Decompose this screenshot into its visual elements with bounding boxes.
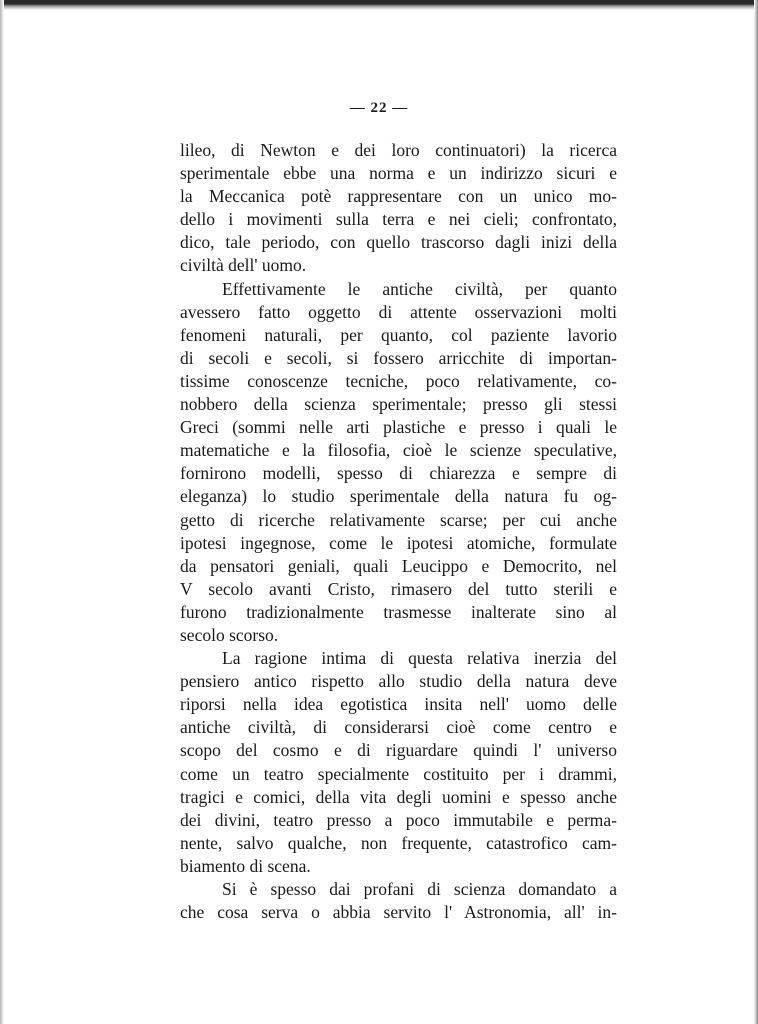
text-line: eleganza) lo studio sperimentale della natura fu og- [180,486,617,507]
text-line: fornirono modelli, spesso di chiarezza e sempre di [180,463,617,484]
text-line: pensiero antico rispetto allo studio della natura deve [180,671,617,692]
text-line: fenomeni naturali, per quanto, col paziente lavorio [180,324,617,345]
text-line: secolo scorso. [180,624,279,645]
text-line: dico, tale periodo, con quello trascorso dagli inizi della [180,232,617,253]
page-number: — 22 — [349,100,409,116]
text-line: scopo del cosmo e di riguardare quindi l' universo [180,740,617,761]
text-line: civiltà dell' uomo. [180,255,307,276]
text-line: biamento di scena. [180,855,311,876]
text-line: come un teatro specialmente costituito per i drammi, [180,763,617,784]
text-line: dello i movimenti sulla terra e nei cieli; confrontato, [180,209,617,230]
text-line: la Meccanica potè rappresentare con un unico mo- [180,186,617,207]
scan-right-edge [754,0,758,1024]
text-line: da pensatori geniali, quali Leucippo e Democrito, nel [180,555,617,576]
text-line: V secolo avanti Cristo, rimasero del tutto sterili e [180,578,617,599]
text-line: Effettivamente le antiche civiltà, per quanto [222,278,617,299]
text-line: dei divini, teatro presso a poco immutabile e perma- [180,809,617,830]
text-line: tragici e comici, della vita degli uomini e spesso anche [180,786,617,807]
text-line: riporsi nella idea egotistica insita nell' uomo delle [180,694,617,715]
text-line: ipotesi ingegnose, come le ipotesi atomiche, formulate [180,532,617,553]
text-line: tissime conoscenze tecniche, poco relativamente, co- [180,370,617,391]
text-line: nente, salvo qualche, non frequente, catastrofico cam- [180,832,617,853]
text-line: matematiche e la filosofia, cioè le scienze speculative, [180,440,617,461]
text-line: che cosa serva o abbia servito l' Astronomia, all' in- [180,902,617,923]
text-line: antiche civiltà, di considerarsi cioè come centro e [180,717,617,738]
text-line: avessero fatto oggetto di attente osservazioni molti [180,301,617,322]
text-line: Si è spesso dai profani di scienza domandato a [222,879,617,899]
text-line: furono tradizionalmente trasmesse inalterate sino al [180,601,617,622]
text-line: Greci (sommi nelle arti plastiche e presso i quali le [180,417,617,438]
scan-left-edge [0,0,4,1024]
text-line: nobbero della scienza sperimentale; presso gli stessi [180,394,617,415]
scan-top-border [0,0,758,10]
text-line: getto di ricerche relativamente scarse; per cui anche [180,509,617,530]
text-line: La ragione intima di questa relativa inerzia del [222,648,617,669]
text-line: sperimentale ebbe una norma e un indirizzo sicuri e [180,163,617,184]
text-line: lileo, di Newton e dei loro continuatori) la ricerca [180,140,617,160]
body-text [180,139,617,924]
text-line: di secoli e secoli, si fossero arricchite di importan- [180,347,617,368]
